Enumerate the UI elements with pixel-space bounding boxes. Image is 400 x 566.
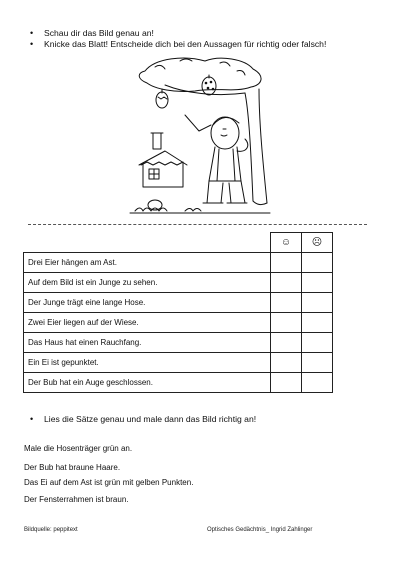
instruction-1-text: Schau dir das Bild genau an!	[44, 28, 154, 38]
statement-cell: Auf dem Bild ist ein Junge zu sehen.	[24, 273, 271, 293]
true-checkbox[interactable]	[271, 353, 302, 373]
true-checkbox[interactable]	[271, 293, 302, 313]
dotted-egg-icon	[202, 75, 216, 95]
hanging-egg-icon	[156, 89, 168, 108]
bullet-icon: •	[30, 28, 34, 38]
instruction-3-text: Lies die Sätze genau und male dann das Bild richtig an!	[44, 414, 257, 424]
task-line: Der Bub hat braune Haare.	[24, 463, 121, 472]
table-row	[24, 293, 333, 313]
table-row	[24, 273, 333, 293]
true-checkbox[interactable]	[271, 253, 302, 273]
false-checkbox[interactable]	[302, 293, 333, 313]
instruction-3	[30, 414, 256, 425]
statement-cell: Ein Ei ist gepunktet.	[24, 353, 271, 373]
task-line: Male die Hosenträger grün an.	[24, 444, 133, 453]
task-line: Der Fensterrahmen ist braun.	[24, 495, 129, 504]
table-header-row	[24, 233, 333, 253]
false-checkbox[interactable]	[302, 333, 333, 353]
statement-cell: Das Haus hat einen Rauchfang.	[24, 333, 271, 353]
boy-slingshot-illustration	[125, 53, 275, 221]
table-row	[24, 253, 333, 273]
footer-author: Optisches Gedächtnis_ Ingrid Zahlinger	[207, 527, 313, 533]
false-checkbox[interactable]	[302, 253, 333, 273]
tree-icon	[139, 58, 267, 205]
sad-face-icon: ☹	[302, 233, 333, 253]
statement-table	[23, 232, 333, 393]
table-row	[24, 333, 333, 353]
task-line: Das Ei auf dem Ast ist grün mit gelben Punkten.	[24, 478, 194, 487]
egg-on-grass-icon	[130, 200, 270, 213]
false-checkbox[interactable]	[302, 373, 333, 393]
statement-cell: Zwei Eier liegen auf der Wiese.	[24, 313, 271, 333]
happy-face-icon: ☺	[271, 233, 302, 253]
fold-line	[28, 224, 367, 225]
true-checkbox[interactable]	[271, 313, 302, 333]
true-checkbox[interactable]	[271, 273, 302, 293]
boy-with-slingshot-icon	[185, 115, 248, 203]
instruction-2-text: Knicke das Blatt! Entscheide dich bei den Aussagen für richtig oder falsch!	[44, 39, 327, 49]
bullet-icon: •	[30, 39, 34, 49]
table-row	[24, 313, 333, 333]
false-checkbox[interactable]	[302, 353, 333, 373]
false-checkbox[interactable]	[302, 313, 333, 333]
true-checkbox[interactable]	[271, 333, 302, 353]
table-row	[24, 353, 333, 373]
statement-cell: Drei Eier hängen am Ast.	[24, 253, 271, 273]
footer-source: Bildquelle: peppitext	[24, 527, 78, 533]
house-with-chimney-icon	[139, 133, 187, 187]
table-row	[24, 373, 333, 393]
false-checkbox[interactable]	[302, 273, 333, 293]
true-checkbox[interactable]	[271, 373, 302, 393]
statement-cell: Der Bub hat ein Auge geschlossen.	[24, 373, 271, 393]
bullet-icon: •	[30, 414, 34, 424]
statement-cell: Der Junge trägt eine lange Hose.	[24, 293, 271, 313]
instruction-1	[30, 28, 154, 39]
instruction-2	[30, 39, 326, 50]
header-blank-cell	[24, 233, 271, 253]
